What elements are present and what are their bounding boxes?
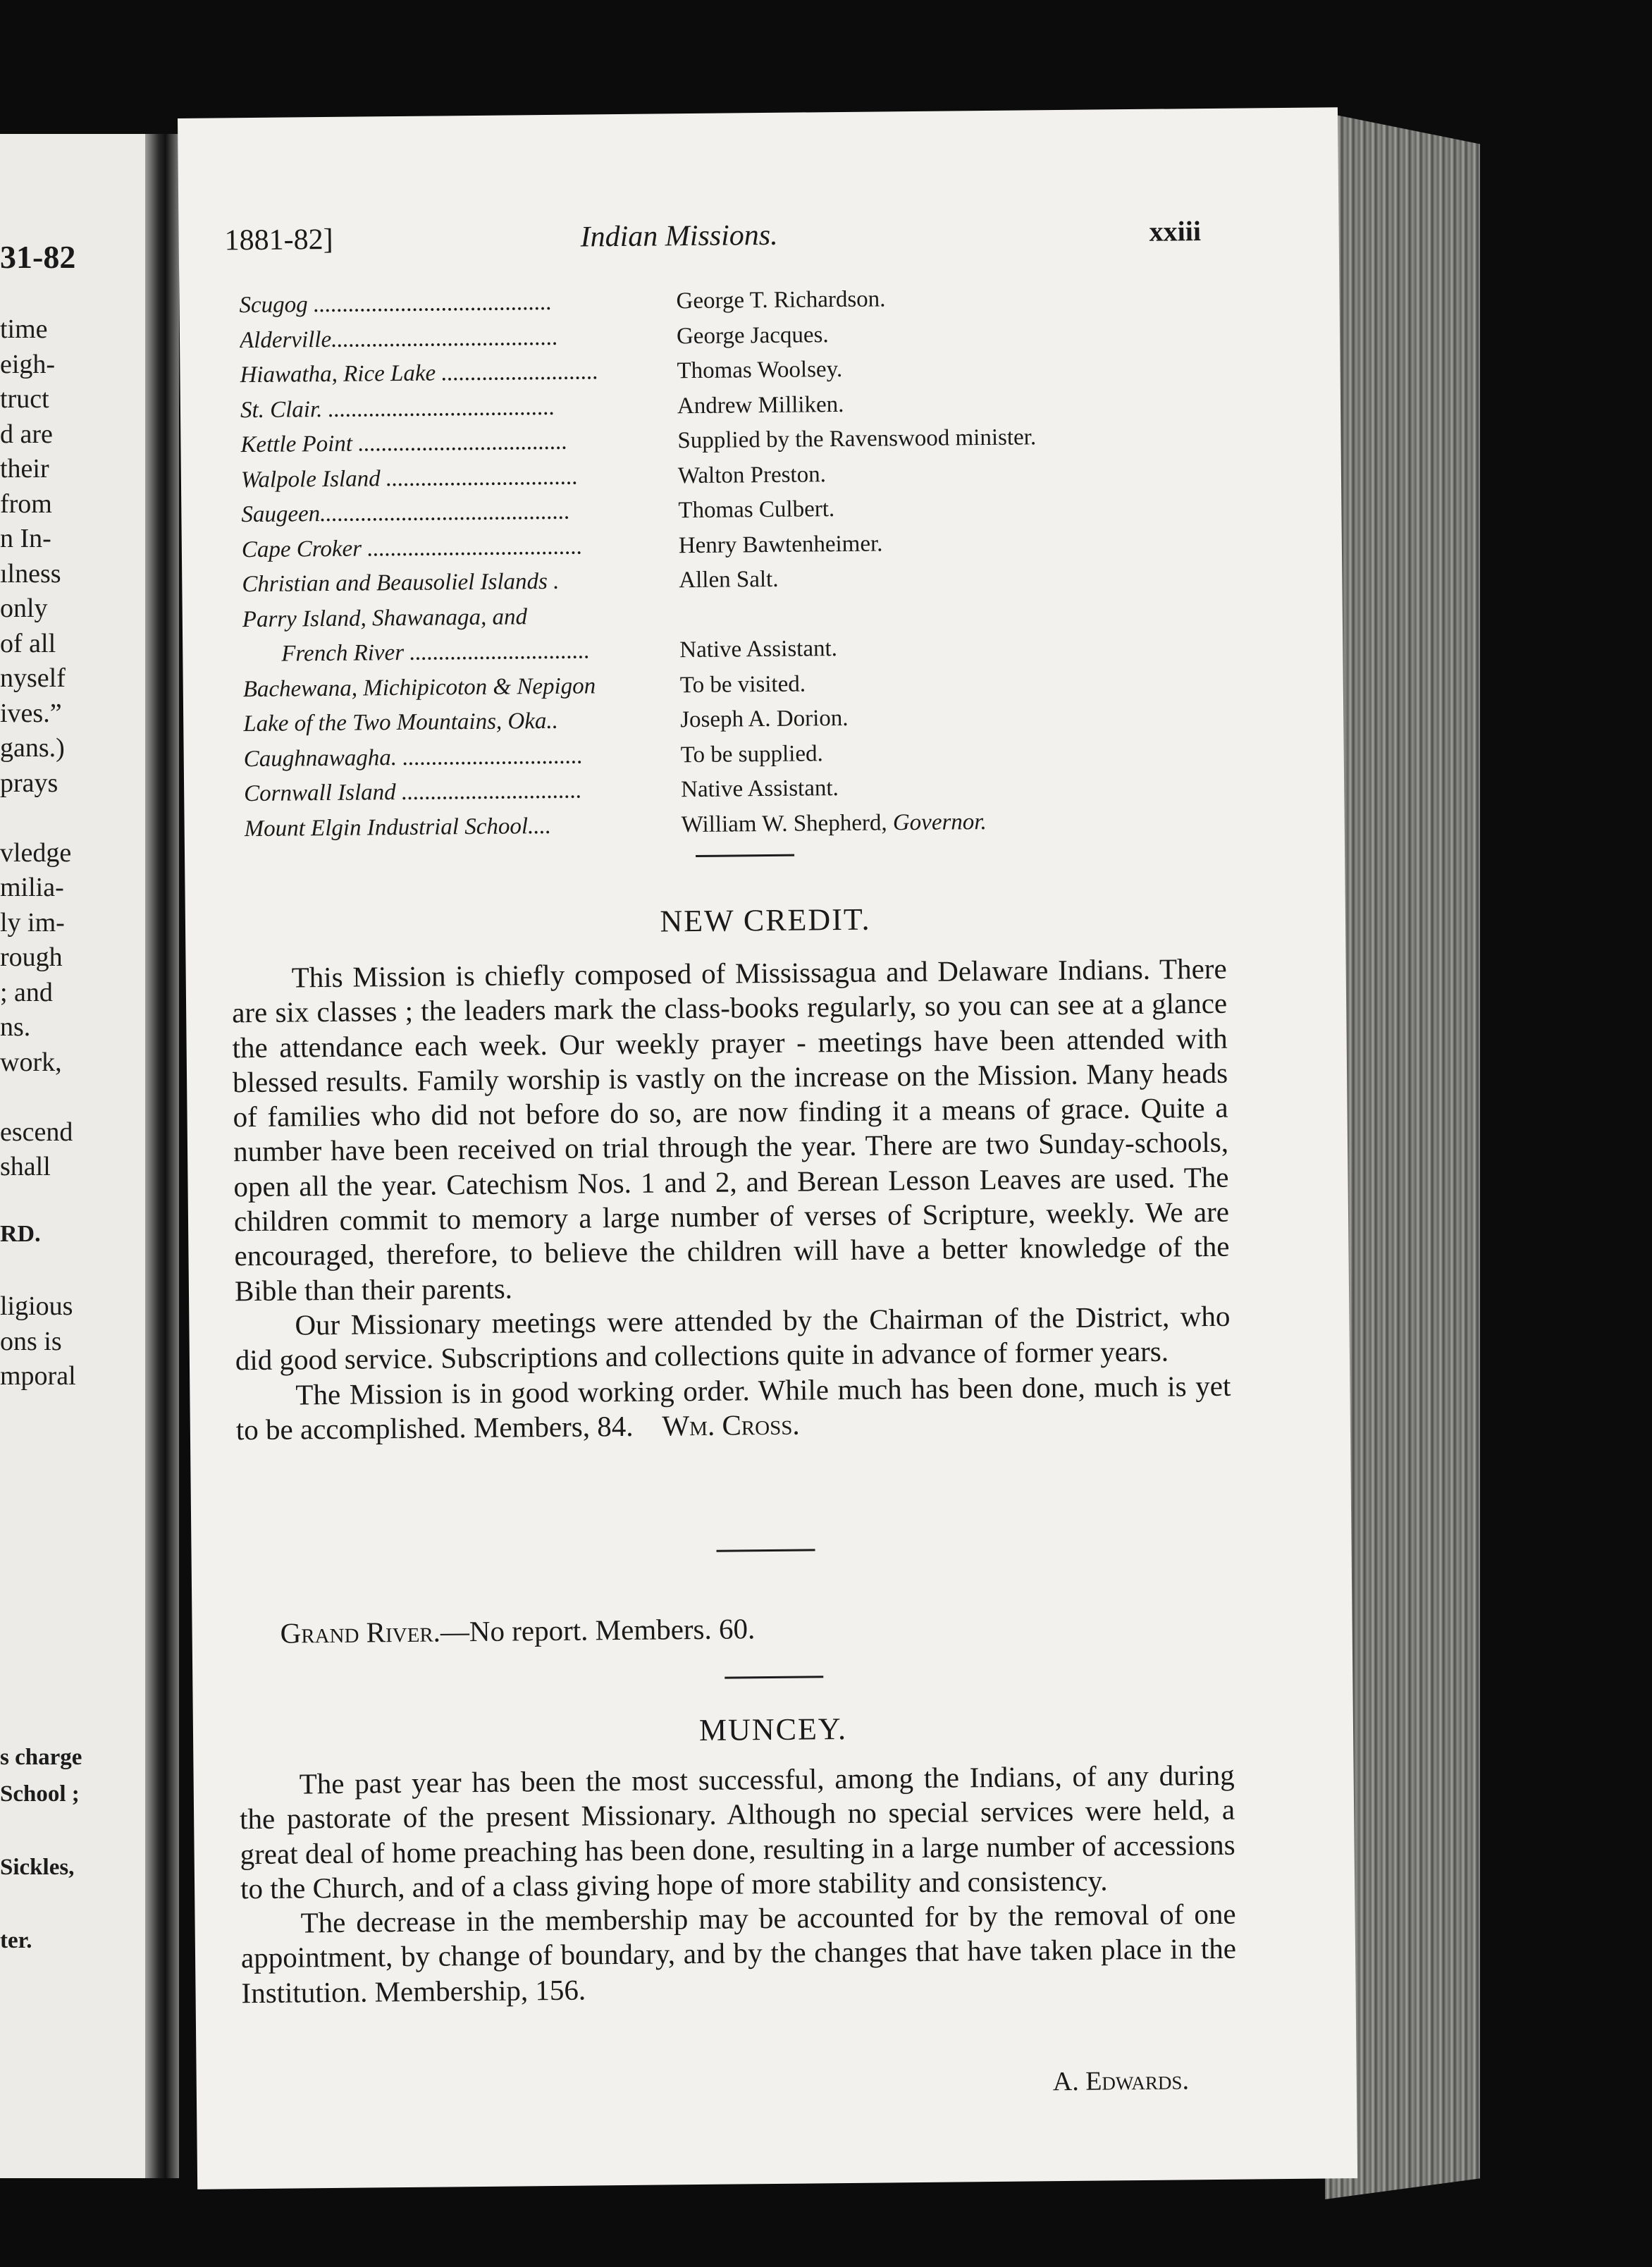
left-page-line: School ;: [0, 1781, 80, 1807]
left-page-line: mporal: [0, 1361, 76, 1391]
mission-place: Saugeen...........................................: [241, 498, 571, 528]
minister-cell: [678, 462, 826, 489]
minister-name: To be visited.: [679, 670, 806, 698]
minister-cell: [680, 706, 849, 733]
minister-title: Governor.: [892, 809, 987, 835]
grand-river-name: Grand River.: [280, 1615, 441, 1649]
left-page-line: n In-: [0, 524, 51, 553]
mission-place: Scugog .........................................: [239, 289, 553, 319]
minister-name: George T. Richardson.: [676, 286, 886, 314]
left-page-line: s charge: [0, 1745, 82, 1770]
minister-name: Walton Preston.: [677, 461, 827, 489]
minister-name: To be supplied.: [680, 740, 823, 768]
left-page-line: work,: [0, 1047, 62, 1077]
paragraph: This Mission is chiefly composed of Mississagua and Delaware Indians. There are six classes ; the leaders mark the class-books regularly, so you can see at a glance the attendance each week. Our weekly prayer - meetings have been attended with blessed results. Family worship is vastly on the increase on the Mission. Many heads of families who did not before do so, are now finding it a means of grace. Quite a number have been received on trial through the year. There are two Sunday-schools, open all the year. Catechism Nos. 1 and 2, and Berean Lesson Leaves are used. The children commit to memory a large number of verses of Scripture, weekly. We are encouraged, therefore, to believe the children will have a better knowledge of the Bible than their parents.: [231, 952, 1230, 1307]
grand-river-text: —No report. Members. 60.: [440, 1612, 756, 1648]
muncey-body: [239, 1758, 1236, 2011]
minister-cell: [677, 322, 829, 350]
mission-place: Cornwall Island ...............................: [244, 778, 582, 807]
section-rule: [725, 1676, 823, 1678]
left-page-line: their: [0, 454, 49, 484]
paragraph: The past year has been the most successful, among the Indians, of any during the pastorate of the present Missionary. Although no special services were held, a great deal of home preaching has been done, resulting in a large number of accessions to the Church, and of a class giving hope of more stability and consistency.: [239, 1758, 1235, 1905]
minister-name: Allen Salt.: [679, 566, 779, 594]
appointments-list: [239, 283, 1231, 851]
mission-place: Hiawatha, Rice Lake ...........................: [240, 359, 599, 388]
left-page-line: ; and: [0, 977, 53, 1007]
section-rule: [717, 1549, 815, 1552]
minister-cell: [678, 496, 834, 524]
left-page-line: milia-: [0, 873, 64, 902]
minister-name: William W. Shepherd,: [681, 809, 894, 837]
minister-cell: [677, 357, 842, 384]
paragraph: [235, 1368, 1231, 1447]
left-page-line: ligious: [0, 1291, 73, 1321]
section-title-new-credit: NEW CREDIT.: [660, 902, 871, 939]
minister-name: Andrew Milliken.: [677, 391, 844, 419]
main-page: [178, 107, 1357, 2189]
left-page-line: d are: [0, 419, 53, 449]
minister-cell: [676, 286, 885, 314]
minister-name: Henry Bawtenheimer.: [678, 530, 883, 558]
minister-cell: [677, 391, 844, 419]
section-rule: [696, 854, 794, 857]
header-year: 1881-82]: [224, 223, 333, 257]
mission-place: Parry Island, Shawanaga, and: [242, 603, 528, 632]
minister-name: Joseph A. Dorion.: [680, 705, 849, 733]
signature: A. Edwards.: [1052, 2065, 1190, 2097]
mission-place: Lake of the Two Mountains, Oka..: [243, 708, 559, 737]
mission-place: French River ...............................: [281, 638, 591, 667]
minister-cell: [681, 741, 823, 768]
left-page-line: gans.): [0, 733, 65, 763]
minister-cell: [679, 567, 779, 594]
minister-cell: [680, 671, 806, 699]
paragraph: Our Missionary meetings were attended by the Chairman of the District, who did good service. Subscriptions and collections quite in advance of former years.: [235, 1299, 1231, 1377]
minister-cell: [677, 424, 1036, 454]
minister-name: Thomas Woolsey.: [677, 356, 843, 384]
mission-place: Walpole Island .................................: [240, 464, 579, 493]
left-page-line: Sickles,: [0, 1855, 75, 1880]
paragraph: The decrease in the membership may be accounted for by the removal of one appointment, by change of boundary, and by the changes that have taken place in the Institution. Membership, 156.: [240, 1897, 1237, 2010]
minister-cell: [679, 636, 837, 663]
left-page-line: nyself: [0, 663, 66, 693]
new-credit-body: [231, 952, 1231, 1448]
left-page-line: ns.: [0, 1012, 31, 1042]
left-page-line: RD.: [0, 1221, 41, 1247]
left-page-line: ter.: [0, 1928, 32, 1953]
section-title-muncey: MUNCEY.: [698, 1711, 848, 1748]
minister-cell: [679, 531, 883, 559]
mission-place: Christian and Beausoliel Islands .: [242, 568, 560, 598]
left-page-line: rough: [0, 942, 63, 972]
left-page-header: 31-82: [0, 239, 76, 275]
left-page-line: ives.”: [0, 698, 62, 728]
left-page-line: ılness: [0, 558, 61, 589]
left-page-line: ly im-: [0, 907, 65, 938]
mission-place: Kettle Point ....................................: [240, 429, 568, 458]
left-page-line: escend: [0, 1117, 73, 1147]
left-page-line: time: [0, 314, 48, 344]
book-gutter: [145, 134, 179, 2178]
left-page-line: of all: [0, 628, 56, 658]
mission-place: Alderville.......................................: [239, 324, 559, 353]
running-header: [224, 214, 1212, 266]
left-page-fragment: [0, 134, 147, 2178]
minister-cell: [681, 809, 986, 838]
minister-name: Supplied by the Ravenswood minister.: [677, 424, 1037, 454]
left-page-line: from: [0, 489, 52, 519]
signature: Wm. Cross.: [662, 1408, 800, 1442]
minister-cell: [681, 775, 839, 803]
left-page-line: eigh-: [0, 349, 56, 379]
mission-place: Mount Elgin Industrial School....: [244, 813, 552, 842]
mission-place: Bachewana, Michipicoton & Nepigon: [242, 672, 596, 702]
paragraph-text: The Mission is in good working order. While much has been done, much is yet to be accomplished. Members, 84.: [235, 1369, 1231, 1446]
left-page-line: shall: [0, 1152, 51, 1181]
page-number: xxiii: [1149, 215, 1202, 247]
mission-place: Cape Croker .....................................: [241, 534, 583, 563]
left-page-line: ons is: [0, 1326, 62, 1356]
minister-name: Native Assistant.: [679, 636, 838, 663]
minister-name: George Jacques.: [676, 321, 829, 349]
grand-river-report: [280, 1611, 755, 1649]
minister-name: Native Assistant.: [681, 775, 839, 803]
minister-name: Thomas Culbert.: [678, 496, 835, 524]
left-page-line: prays: [0, 768, 58, 798]
mission-place: Caughnawagha. ...............................: [243, 743, 584, 772]
header-title: Indian Missions.: [580, 219, 778, 254]
left-page-line: truct: [0, 384, 49, 414]
left-page-line: vledge: [0, 837, 72, 868]
mission-place: St. Clair. .......................................: [240, 394, 555, 423]
left-page-line: only: [0, 594, 48, 623]
